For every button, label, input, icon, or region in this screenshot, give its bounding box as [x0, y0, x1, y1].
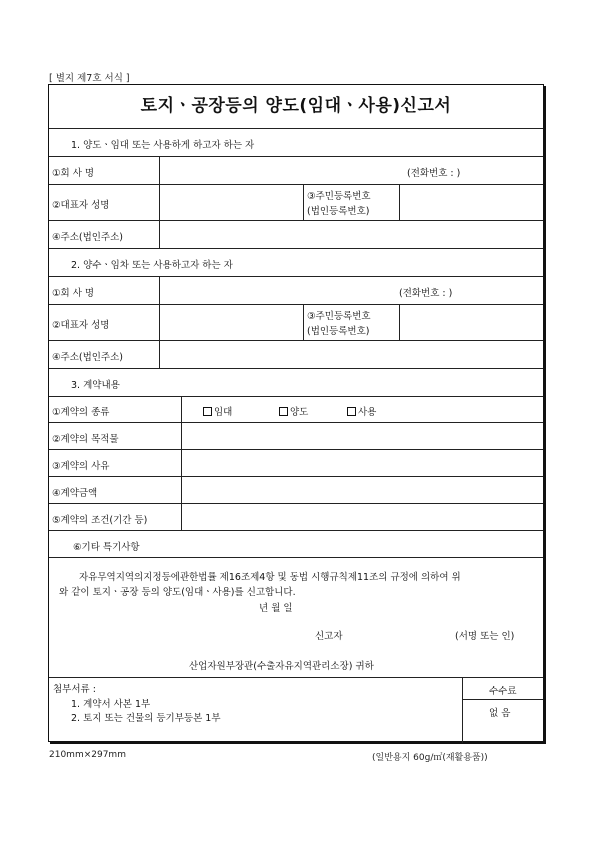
section2-rep-row — [49, 305, 543, 341]
section1-regno-field[interactable] — [400, 185, 544, 221]
fee-value: 없 음 — [489, 708, 511, 719]
section1-address-label: ④주소(법인주소) — [52, 232, 123, 243]
option-transfer[interactable]: 양도 — [279, 404, 308, 418]
section2-address-label: ④주소(법인주소) — [52, 352, 123, 363]
report-form — [48, 84, 544, 742]
option-lease[interactable]: 임대 — [203, 404, 232, 418]
section2-regno-field[interactable] — [400, 305, 544, 341]
section3-heading-row — [49, 369, 543, 397]
title-row — [49, 85, 543, 129]
checkbox-icon[interactable] — [279, 407, 288, 416]
section2-rep-field[interactable] — [160, 305, 303, 341]
attachment-item: 1. 계약서 사본 1부 — [71, 699, 151, 710]
section2-corpno-label: (법인등록번호) — [307, 326, 370, 337]
section2-rep-label: ②대표자 성명 — [52, 320, 110, 331]
section2-phone-label: (전화번호 : ) — [399, 288, 453, 299]
signature-label: (서명 또는 인) — [455, 631, 515, 642]
addressee: 산업자원부장관(수출자유지역관리소장) 귀하 — [189, 661, 374, 672]
contract-type-row — [49, 397, 543, 423]
contract-amount-row — [49, 477, 543, 504]
form-number-label: [ 별지 제7호 서식 ] — [49, 73, 130, 84]
section1-phone-label: (전화번호 : ) — [407, 168, 461, 179]
section2-address-row — [49, 341, 543, 369]
attachments-block — [49, 678, 543, 743]
section2-heading-row — [49, 249, 543, 277]
contract-purpose-row — [49, 423, 543, 450]
section1-rep-row — [49, 185, 543, 221]
contract-terms-row — [49, 504, 543, 531]
checkbox-icon[interactable] — [347, 407, 356, 416]
declaration-date: 년 월 일 — [259, 603, 293, 614]
paper-type-label: (일반용지 60g/㎡(재활용품)) — [372, 753, 488, 763]
contract-purpose-field[interactable] — [182, 423, 544, 450]
section1-heading: 1. 양도ㆍ임대 또는 사용하게 하고자 하는 자 — [71, 140, 255, 151]
section1-regno-label: ③주민등록번호 — [307, 191, 371, 202]
contract-amount-field[interactable] — [182, 477, 544, 504]
section1-rep-label: ②대표자 성명 — [52, 200, 110, 211]
section2-heading: 2. 양수ㆍ임차 또는 사용하고자 하는 자 — [71, 260, 233, 271]
section1-address-field[interactable] — [160, 221, 544, 249]
contract-type-label: ①계약의 종류 — [52, 407, 110, 418]
special-notes-row — [49, 531, 543, 558]
declaration-line1: 자유무역지역의지정등에관한법률 제16조제4항 및 동법 시행규칙제11조의 규정에 의하여 위 — [79, 572, 461, 583]
fee-label: 수수료 — [489, 686, 517, 697]
contract-terms-field[interactable] — [182, 504, 544, 531]
contract-reason-row — [49, 450, 543, 477]
section3-heading: 3. 계약내용 — [71, 380, 120, 391]
section1-name-row — [49, 157, 543, 185]
section1-corpno-label: (법인등록번호) — [307, 206, 370, 217]
declaration-line2: 와 같이 토지ㆍ공장 등의 양도(임대ㆍ사용)를 신고합니다. — [59, 587, 296, 598]
checkbox-icon[interactable] — [203, 407, 212, 416]
contract-purpose-label: ②계약의 목적물 — [52, 434, 119, 445]
page-title: 토지ㆍ공장등의 양도(임대ㆍ사용)신고서 — [140, 96, 452, 116]
declaration-block — [49, 558, 543, 678]
option-use[interactable]: 사용 — [347, 404, 376, 418]
attachments-label: 첨부서류 : — [53, 684, 96, 695]
section2-company-field[interactable] — [160, 277, 395, 305]
paper-size-label: 210mm×297mm — [49, 750, 126, 760]
attachment-item: 2. 토지 또는 건물의 등기부등본 1부 — [71, 713, 221, 724]
section1-rep-field[interactable] — [160, 185, 303, 221]
special-notes-label: ⑥기타 특기사항 — [73, 542, 140, 553]
contract-amount-label: ④계약금액 — [52, 488, 98, 499]
section1-address-row — [49, 221, 543, 249]
contract-reason-field[interactable] — [182, 450, 544, 477]
section1-company-field[interactable] — [160, 157, 400, 185]
contract-reason-label: ③계약의 사유 — [52, 461, 110, 472]
section2-address-field[interactable] — [160, 341, 544, 369]
section2-regno-label: ③주민등록번호 — [307, 311, 371, 322]
contract-terms-label: ⑤계약의 조건(기간 등) — [52, 515, 148, 526]
section2-name-label: ①회 사 명 — [52, 288, 95, 299]
reporter-label: 신고자 — [315, 631, 343, 642]
section2-name-row — [49, 277, 543, 305]
section1-heading-row — [49, 129, 543, 157]
section1-name-label: ①회 사 명 — [52, 168, 95, 179]
